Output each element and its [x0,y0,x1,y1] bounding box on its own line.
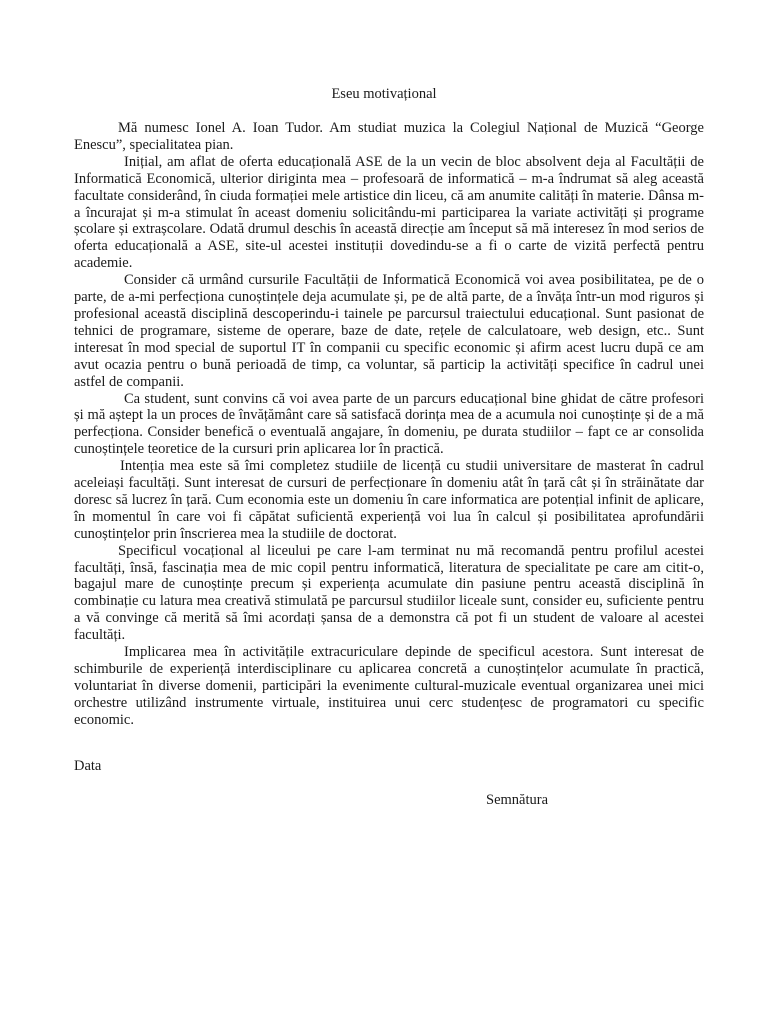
signature-label: Semnătura [486,792,549,808]
paragraph-future-studies: Intenția mea este să îmi completez studiile de licență cu studii universitare de masterat în cadrul aceleiași facultăți. Sunt interesat de cursuri de perfecționare în domeniu atât în țară cât și în străinătate dar doresc să lucrez în țară. Cum economia este un domeniu în care informatica are potențial infinit de aplicare, în momentul în care voi fi căpătat suficientă experiență voi lua în calcul și posibilitatea aprofundării cunoștințelor prin înscrierea mea la studiile de doctorat. [74,458,704,542]
paragraph-vocational-profile: Specificul vocațional al liceului pe care l-am terminat nu mă recomandă pentru profilul acestei facultăți, însă, fascinația mea de mic copil pentru informatică, literatura de specialitate pe care am citit-o, bagajul mare de cunoștințe precum și experiența acumulate din pasiune pentru această disciplină în combinație cu latura mea creativă stimulată pe parcursul studiilor liceale sunt, consider eu, suficiente pentru a vă convinge că merită să îmi acordați șansa de a demonstra că pot fi un student de valoare al acestei facultăți. [74,542,704,644]
paragraph-initial-choice: Inițial, am aflat de oferta educațională ASE de la un vecin de bloc absolvent deja al Facultății de Informatică Economică, ulterior diriginta mea – profesoară de informatică – m-a îndrumat să aleg această facultate considerând, în ciuda formației mele artistice din liceu, că am anumite calități în materie. Dânsa m-a încurajat și m-a stimulat în aceast domeniu solicitându-mi participarea la variate activități și programe școlare și extrașcolare. Odată drumul deschis în această direcție am început să mă interesez în mod serios de oferta educațională a ASE, site-ul acestei instituții dovedindu-se a fi o carte de vizită perfectă pentru academie. [74,153,704,272]
paragraph-extracurricular: Implicarea mea în activitățile extracuriculare depinde de specificul acestora. Sunt interesat de schimburile de experiență interdisciplinare cu aplicarea concretă a cunoștințelor acumulate în practică, voluntariat în diverse domenii, participări la evenimente cultural-muzicale eventual organizarea unei mici orchestre utilizând instrumente virtuale, instituirea unui cerc studențesc de programatori cu specific economic. [74,644,704,728]
paragraph-student-expectations: Ca student, sunt convins că voi avea parte de un parcurs educațional bine ghidat de către profesori și mă aștept la un proces de învățământ care să satisfacă dorința mea de a acumula noi cunoștințe și de a mă perfecționa. Consider benefică o eventuală angajare, în domeniu, pe durata studiilor – fapt ce ar consolida cunoștințele teoretice de la cursuri prin aplicarea lor în practică. [74,390,704,458]
paragraph-motivation: Consider că urmând cursurile Facultății de Informatică Economică voi avea posibilitatea, pe de o parte, de a-mi perfecționa cunoștințele deja acumulate și, pe de altă parte, de a învăța într-un mod riguros și profesional această disciplină descoperindu-i tainele pe parcursul traiectului educațional. Sunt pasionat de tehnici de programare, sisteme de operare, baze de date, rețele de calculatoare, web design, etc.. Sunt interesat în mod special de suportul IT în companii cu specific economic și afirm acest lucru după ce am avut ocazia pentru o bună perioadă de timp, ca voluntar, să particip la activități specifice în cadrul unei astfel de companii. [74,272,704,390]
document-title: Eseu motivațional [331,86,437,102]
document-body [74,120,704,729]
date-label: Data [74,758,102,774]
paragraph-introduction: Mă numesc Ionel A. Ioan Tudor. Am studiat muzica la Colegiul Național de Muzică “George Enescu”, specialitatea pian. [74,120,704,153]
